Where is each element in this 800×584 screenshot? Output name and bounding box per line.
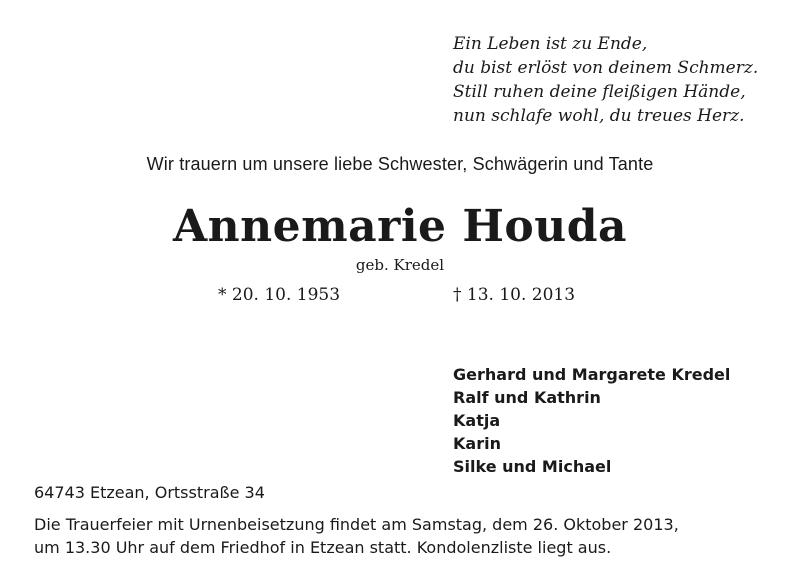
mourner-name: Gerhard und Margarete Kredel bbox=[453, 365, 731, 384]
poem-line: nun schlafe wohl, du treues Herz. bbox=[453, 106, 745, 126]
funeral-service-info bbox=[34, 513, 679, 559]
deceased-name: Annemarie Houda bbox=[172, 201, 628, 252]
mourner-name: Karin bbox=[453, 434, 501, 453]
birth-date: * 20. 10. 1953 bbox=[218, 285, 341, 305]
service-line: Die Trauerfeier mit Urnenbeisetzung findet am Samstag, dem 26. Oktober 2013, bbox=[34, 515, 679, 534]
maiden-name: geb. Kredel bbox=[355, 256, 445, 274]
mourning-statement: Wir trauern um unsere liebe Schwester, Schwägerin und Tante bbox=[146, 154, 654, 174]
service-line: um 13.30 Uhr auf dem Friedhof in Etzean statt. Kondolenzliste liegt aus. bbox=[34, 538, 612, 557]
mourner-name: Ralf und Kathrin bbox=[453, 388, 601, 407]
poem-line: Still ruhen deine fleißigen Hände, bbox=[453, 82, 746, 102]
mourner-name: Katja bbox=[453, 411, 501, 430]
poem-line: du bist erlöst von deinem Schmerz. bbox=[453, 58, 759, 78]
mourner-name: Silke und Michael bbox=[453, 457, 612, 476]
memorial-poem bbox=[453, 32, 793, 128]
poem-line: Ein Leben ist zu Ende, bbox=[453, 34, 648, 54]
death-date: † 13. 10. 2013 bbox=[453, 285, 576, 305]
mourners-list bbox=[453, 363, 730, 478]
family-address: 64743 Etzean, Ortsstraße 34 bbox=[34, 483, 265, 502]
